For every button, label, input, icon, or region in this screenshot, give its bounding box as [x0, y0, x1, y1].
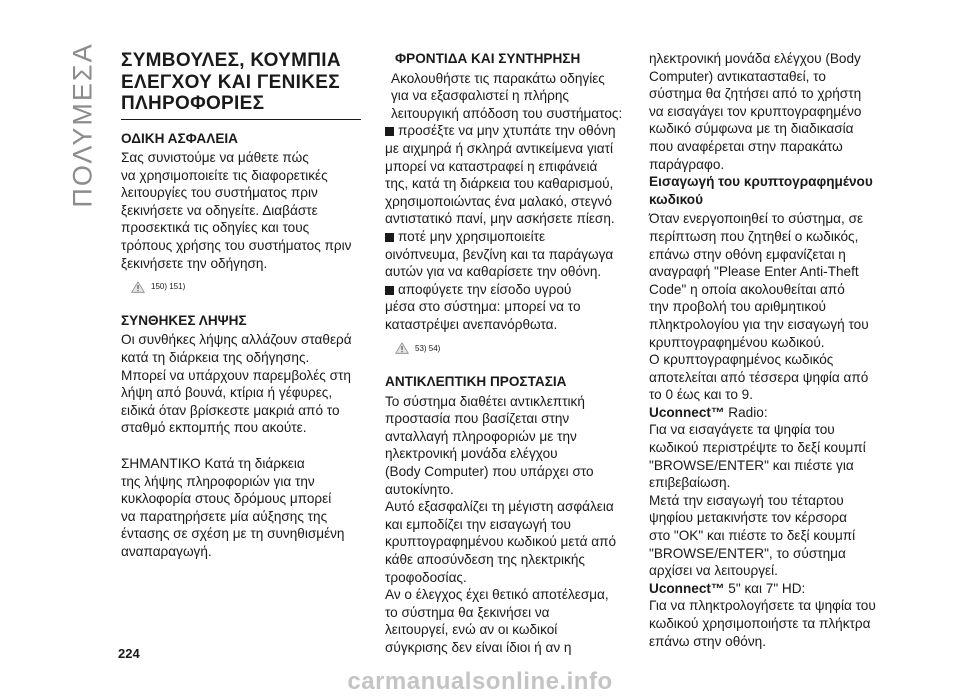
- warning-triangle-icon: [395, 342, 409, 354]
- paragraph-code-digits: Ο κρυπτογραφημένος κωδικός αποτελείται από τέσσερα ψηφία από το 0 έως και το 9.: [649, 352, 869, 403]
- column-3: [649, 50, 899, 650]
- warning-refs: 150) 151): [151, 282, 186, 292]
- column-2: [385, 50, 630, 657]
- divider: [121, 119, 361, 120]
- bullet-item: αποφύγετε την είσοδο υγρού μέσα στο σύστημα: μπορεί να το καταστρέψει ανεπανόρθωτα.: [385, 281, 581, 332]
- bullet-item: προσέξτε να μην χτυπάτε την οθόνη με αιχμηρά ή σκληρά αντικείμενα γιατί μπορεί να καταστραφεί η επιφάνειά της, κατά τη διάρκεια του καθαρισμού, χρησιμοποιώντας ένα μαλακό, στεγνό αντιστατικό πανί, μην ασκήσετε πίεση.: [385, 123, 616, 227]
- paragraph-antitheft-2: Αυτό εξασφαλίζει τη μέγιστη ασφάλεια και εμποδίζει την εισαγωγή του κρυπτογραφημένου κωδικού μετά από κάθε αποσύνδεση της ηλεκτρικής τροφοδοσίας.: [385, 499, 617, 585]
- chapter-title-line: ΕΛΕΓΧΟΥ ΚΑΙ ΓΕΝΙΚΕΣ: [121, 71, 340, 93]
- chapter-title-line: ΠΛΗΡΟΦΟΡΙΕΣ: [121, 93, 265, 114]
- bullet-square-icon: [385, 233, 394, 242]
- paragraph-antitheft: Το σύστημα διαθέτει αντικλεπτική προστασία που βασίζεται στην ανταλλαγή πληροφοριών με την ηλεκτρονική μονάδα ελέγχου (Body Computer) που υπάρχει στο αυτοκίνητο.: [385, 393, 594, 497]
- paragraph-continued: ηλεκτρονική μονάδα ελέγχου (Body Computer) αντικατασταθεί, το σύστημα θα ζητήσει από το χρήστη να εισαγάγει τον κρυπτογραφημένο κωδικό σύμφωνα με τη διαδικασία που αναφέρεται στην παρακάτω παράγραφο.: [649, 51, 862, 172]
- chapter-sidebar: [62, 40, 104, 210]
- warning-reference: [395, 340, 630, 358]
- paragraph-antitheft-3: Αν ο έλεγχος έχει θετικό αποτέλεσμα, το σύστημα θα ξεκινήσει να λειτουργεί, ενώ αν οι κωδικοί σύγκρισης δεν είναι ίδιοι ή αν η: [385, 587, 609, 655]
- sidebar-title: ΠΟΛΥΜΕΣΑ: [67, 42, 98, 208]
- section-heading-antitheft: ΑΝΤΙΚΛΕΠΤΙΚΗ ΠΡΟΣΤΑΣΙΑ: [385, 374, 567, 390]
- subheading-hd: Uconnect™ 5" και 7" HD:: [649, 580, 806, 596]
- section-heading-safety: ΟΔΙΚΗ ΑΣΦΑΛΕΙΑ: [121, 130, 238, 146]
- paragraph-important: ΣΗΜΑΝΤΙΚΟ Κατά τη διάρκεια της λήψης πληροφοριών για την κυκλοφορία στους δρόμους μπορεί να παρατηρήσετε μία αύξησης της έντασης σε σχέση με τη συνηθισμένη αναπαραγωγή.: [121, 456, 345, 559]
- bullet-square-icon: [385, 286, 394, 295]
- warning-reference: [131, 278, 361, 296]
- watermark: carmanualsonline.info: [347, 668, 613, 695]
- chapter-title-line: ΣΥΜΒΟΥΛΕΣ, ΚΟΥΜΠΙΑ: [121, 50, 341, 71]
- section-heading-reception: ΣΥΝΘΗΚΕΣ ΛΗΨΗΣ: [121, 312, 247, 328]
- section-heading-care: ΦΡΟΝΤΙΔΑ ΚΑΙ ΣΥΝΤΗΡΗΣΗ: [395, 51, 581, 66]
- paragraph-care-intro: Ακολουθήστε τις παρακάτω οδηγίες για να εξασφαλιστεί η πλήρης λειτουργική απόδοση του συστήματος:: [391, 70, 623, 121]
- page-number: 224: [118, 646, 140, 661]
- column-1: [121, 50, 361, 561]
- paragraph-radio: Για να εισαγάγετε τα ψηφία του κωδικού περιστρέψτε το δεξί κουμπί "BROWSE/ENTER" και πιέστε για επιβεβαίωση. Μετά την εισαγωγή του τέταρτου ψηφίου μετακινήστε τον κέρσορα στο "OK" και πιέστε το δεξί κουμπί "BROWSE/ENTER", το σύστημα αρχίσει να λειτουργεί.: [649, 422, 866, 579]
- paragraph-hd: Για να πληκτρολογήσετε τα ψηφία του κωδικού χρησιμοποιήστε τα πλήκτρα επάνω στην οθόνη.: [649, 598, 876, 649]
- paragraph-safety: Σας συνιστούμε να μάθετε πώς να χρησιμοποιείτε τις διαφορετικές λειτουργίες του συστήματος πριν ξεκινήσετε να οδηγείτε. Διαβάστε προσεκτικά τις οδηγίες και τους τρόπους χρήσης του συστήματος πριν ξεκινήσετε την οδήγηση.: [121, 150, 352, 271]
- paragraph-reception: Οι συνθήκες λήψης αλλάζουν σταθερά κατά τη διάρκεια της οδήγησης. Μπορεί να υπάρχουν παρεμβολές στη λήψη από βουνά, κτίρια ή γέφυρες, ειδικά όταν βρίσκεστε μακριά από το σταθμό εκπομπής που ακούτε.: [121, 332, 352, 436]
- chapter-title: [121, 50, 361, 115]
- paragraph-code: Όταν ενεργοποιηθεί το σύστημα, σε περίπτωση που ζητηθεί ο κωδικός, επάνω στην οθόνη εμφανίζεται η αναγραφή "Please Enter Anti-Theft Code" η οποία ακολουθείται από την προβολή του αριθμητικού πληκτρολογίου για την εισαγωγή του κρυπτογραφημένου κωδικού.: [649, 211, 869, 350]
- bullet-square-icon: [385, 127, 394, 136]
- bullet-item: ποτέ μην χρησιμοποιείτε οινόπνευμα, βενζίνη και τα παράγωγα αυτών για να καθαρίσετε την οθόνη.: [385, 228, 614, 280]
- subheading-radio: Uconnect™ Radio:: [649, 404, 768, 420]
- warning-triangle-icon: [131, 281, 145, 293]
- section-heading-code: Εισαγωγή του κρυπτογραφημένου κωδικού: [649, 174, 873, 207]
- warning-refs: 53) 54): [415, 343, 441, 353]
